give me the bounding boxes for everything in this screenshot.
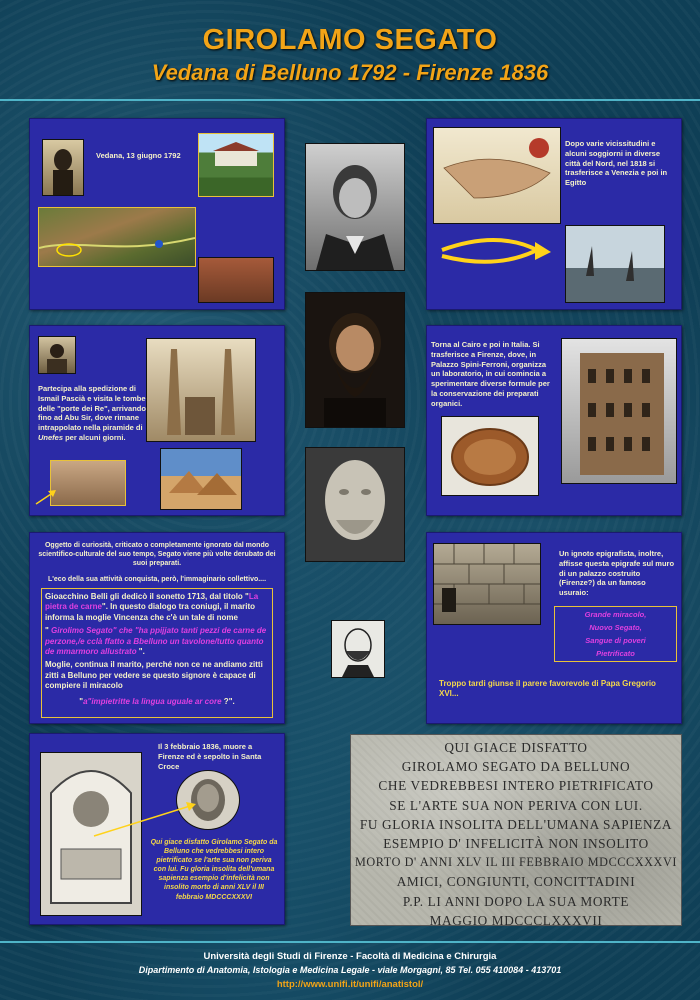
panel-death [29, 733, 285, 925]
panel-travels [426, 118, 682, 310]
marble-plaque [350, 734, 682, 926]
segato-death-mask [305, 447, 405, 562]
website-link[interactable]: http://www.unifi.it/unifi/anatistol/ [276, 979, 424, 990]
curved-arrow-icon [437, 234, 557, 268]
segato-young-portrait [42, 139, 84, 196]
department-line: Dipartimento di Anatomia, Istologia e Medicina Legale - viale Morgagni, 85 Tel. 055 410084 - 413701 [138, 965, 562, 975]
header-divider [0, 99, 700, 101]
segato-bearded-portrait [305, 292, 405, 428]
obelisks-engraving [146, 338, 256, 442]
plaque-line: GIROLAMO SEGATO DA BELLUNO [401, 759, 631, 775]
epigraph-line: Pietrificato [596, 649, 635, 658]
segato-engraving-portrait [305, 143, 405, 271]
pointer-arrow-icon [32, 486, 60, 508]
tomb-interior-photo [50, 460, 126, 506]
expedition-caption: Partecipa alla spedizione di Ismail Pascià e visita le tombe delle "porte dei Re", arrivando fino ad Abu Sir, dove rimane intrappolato nella piramide di Unefes per alcuni giorni. [38, 384, 146, 442]
poster-title: GIROLAMO SEGATO [202, 24, 498, 56]
belli-sonnet-box [41, 588, 273, 718]
panel-expedition [29, 325, 285, 516]
belluno-aerial-map [38, 207, 196, 267]
palazzo-wall-photo [433, 543, 541, 625]
epigraph-line: Nuovo Segato, [589, 623, 642, 632]
epitaph-translation: Qui giace disfatto Girolamo Segato da Belluno che vedrebbesi intero pietrificato se l'arte sua non periva con lui. Fu gloria insolita dell'umana sapienza esempio d'infelicità non insolito morto di anni XLV il III febbraio MDCCCXXXVI [150, 839, 278, 901]
plaque-line: MAGGIO MDCCCLXXXVII [429, 912, 603, 928]
plaque-line: FU GLORIA INSOLITA DELL'UMANA SAPIENZA [359, 816, 673, 832]
panel-belli [29, 532, 285, 724]
ismail-pascia-portrait [38, 336, 76, 374]
plaque-line: SE L'ARTE SUA NON PERIVA CON LUI. [389, 797, 643, 813]
epigraph-box [554, 606, 677, 662]
panel-epigraph [426, 532, 682, 724]
palazzo-spini-feroni-photo [561, 338, 677, 484]
curiosity-intro-2: L'eco della sua attività conquista, però, l'immaginario collettivo.... [47, 576, 267, 583]
university-line: Università degli Studi di Firenze - Facoltà di Medicina e Chirurgia [203, 951, 497, 962]
venice-map-engraving [433, 127, 561, 224]
panel-laboratory [426, 325, 682, 516]
plaque-line: CHE VEDREBBESI INTERO PIETRIFICATO [378, 778, 654, 794]
laboratory-caption: Torna al Cairo e poi in Italia. Si trasferisce a Firenze, dove, in Palazzo Spini-Ferroni, organizza un laboratorio, in cui comincia a sperimentare diverse formule per la conservazione dei preparati organici. [431, 340, 550, 408]
plaque-line: QUI GIACE DISFATTO [444, 740, 588, 755]
plaque-line: AMICI, CONGIUNTI, CONCITTADINI [396, 874, 636, 890]
epigraph-caption: Un ignoto epigrafista, inoltre, affisse questa epigrafe sul muro di un palazzo costruito (Firenze?) da un famoso usuraio: [559, 549, 675, 597]
belli-sonnet-text: Gioacchino Belli gli dedicò il sonetto 1713, dal titolo "La pietra de carne". In questo dialogo tra coniugi, il marito informa la moglie Vincenza che c'è un tale di nome " Girolimo Segato" che "ha ppijjato tanti pezzi de carne de perzone,/e cclà ffatto a Bbelluno un tavolone/tutto quanto de mmarmoro allustrato ". Moglie, continua il marito, perché non ce ne andiamo zitti zitti a Belluno per vedere se questo signore è capace di compiere il miracolo "a"impietritte la lingua uguale ar core ?". [45, 592, 267, 706]
plaque-line: P.P. LI ANNI DOPO LA SUA MORTE [402, 893, 630, 909]
preserved-specimen-table [441, 416, 539, 496]
villa-photo [198, 133, 274, 197]
pyramid-photo [160, 448, 242, 510]
epigraph-line: Sangue di poveri [585, 636, 646, 645]
plaque-line: MORTO D' ANNI XLV IL III FEBBRAIO MDCCCXXXVI [354, 855, 678, 870]
birth-caption: Vedana, 13 giugno 1792 [96, 151, 181, 160]
segato-sketch-portrait [331, 620, 385, 678]
pope-gregorio-note: Troppo tardi giunse il parere favorevole di Papa Gregorio XVI... [439, 679, 656, 699]
curiosity-intro: Oggetto di curiosità, criticato o completamente ignorato dal mondo scientifico-culturale del suo tempo, Segato viene più volte derubato dei suoi preparati. [38, 542, 276, 568]
village-rooftops-photo [198, 257, 274, 303]
epigraph-line: Grande miracolo, [584, 610, 647, 619]
plaque-line: ESEMPIO D' INFELICITÀ NON INSOLITO [383, 836, 649, 852]
travels-caption: Dopo varie vicissitudini e alcuni soggiorni in diverse città del Nord, nel 1818 si trasferisce a Venezia e poi in Egitto [565, 139, 668, 187]
port-painting [565, 225, 665, 303]
panel-birth [29, 118, 285, 310]
footer-divider [0, 941, 700, 943]
death-caption: Il 3 febbraio 1836, muore a Firenze ed è sepolto in Santa Croce [158, 742, 262, 771]
pointer-arrow-icon [90, 800, 200, 840]
poster-subtitle: Vedana di Belluno 1792 - Firenze 1836 [151, 60, 549, 85]
